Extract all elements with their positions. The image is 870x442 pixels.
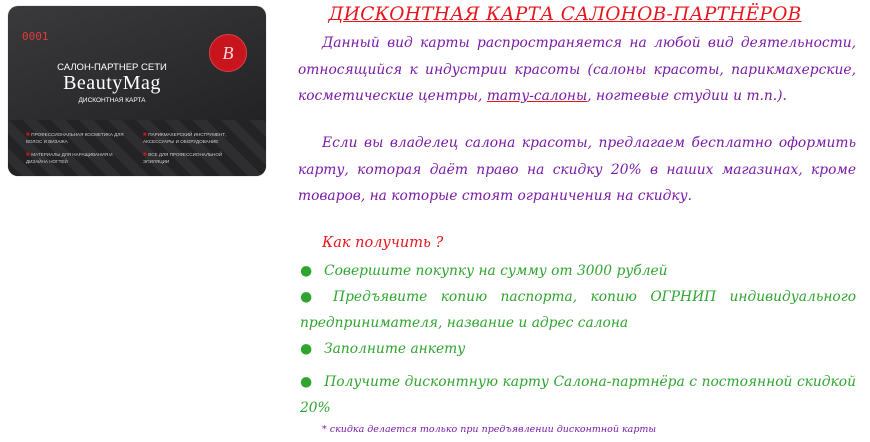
step-item: ● Заполните анкету bbox=[300, 341, 466, 357]
card-features-panel bbox=[8, 120, 266, 176]
offer-paragraph: Если вы владелец салона красоты, предлагаем бесплатно оформить карту, которая даёт право на скидку 20% в наших магазинах, кроме товаров, на которые стоят ограничения на скидку. bbox=[298, 135, 856, 204]
card-brand-logo: BeautyMag bbox=[63, 72, 161, 94]
discount-card-image bbox=[8, 6, 266, 176]
card-feature: ■ ВСЕ ДЛЯ ПРОФЕССИОНАЛЬНОЙ ЭПИЛЯЦИИ bbox=[143, 152, 223, 164]
footnote: * скидка делается только при предъявлении дисконтной карты bbox=[322, 424, 657, 435]
intro-paragraph: Данный вид карты распространяется на любой вид деятельности, относящийся к индустрии красоты (салоны красоты, парикмахерские, косметические центры, тату-салоны, ногтевые студии и т.п.). bbox=[298, 35, 856, 104]
card-feature: ■ МАТЕРИАЛЫ ДЛЯ НАРАЩИВАНИЯ И ДИЗАЙНА НОГТЕЙ bbox=[26, 152, 113, 164]
step-item: ● Получите дисконтную карту Салона-партнёра с постоянной скидкой 20% bbox=[300, 374, 856, 416]
bullet-dot-icon: ■ bbox=[26, 152, 32, 158]
brand-seal-icon: B bbox=[209, 34, 247, 72]
how-to-heading: Как получить ? bbox=[322, 235, 444, 251]
bullet-icon: ● bbox=[300, 289, 322, 305]
step-item: ● Предъявите копию паспорта, копию ОГРНИП индивидуального предпринимателя, название и адрес салона bbox=[300, 289, 857, 331]
card-feature: ■ ПАРИКМАХЕРСКИЙ ИНСТРУМЕНТ, АКСЕССУАРЫ И ОБОРУДОВАНИЕ bbox=[143, 132, 226, 144]
bullet-icon: ● bbox=[300, 374, 313, 390]
card-feature: ■ ПРОФЕССИОНАЛЬНАЯ КОСМЕТИКА ДЛЯ ВОЛОС И ВИЗАЖА bbox=[26, 132, 124, 144]
step-item: ● Совершите покупку на сумму от 3000 рублей bbox=[300, 263, 668, 279]
card-number: 0001 bbox=[22, 30, 49, 43]
card-type-label: ДИСКОНТНАЯ КАРТА bbox=[78, 97, 146, 104]
bullet-dot-icon: ■ bbox=[26, 132, 32, 138]
tattoo-salons-link: тату-салоны bbox=[486, 88, 588, 104]
page-title: ДИСКОНТНАЯ КАРТА САЛОНОВ-ПАРТНЁРОВ bbox=[328, 4, 802, 25]
bullet-dot-icon: ■ bbox=[143, 132, 149, 138]
bullet-icon: ● bbox=[300, 341, 313, 357]
bullet-icon: ● bbox=[300, 263, 313, 279]
bullet-dot-icon: ■ bbox=[143, 152, 149, 158]
card-network-label: САЛОН-ПАРТНЕР СЕТИ bbox=[57, 62, 167, 73]
